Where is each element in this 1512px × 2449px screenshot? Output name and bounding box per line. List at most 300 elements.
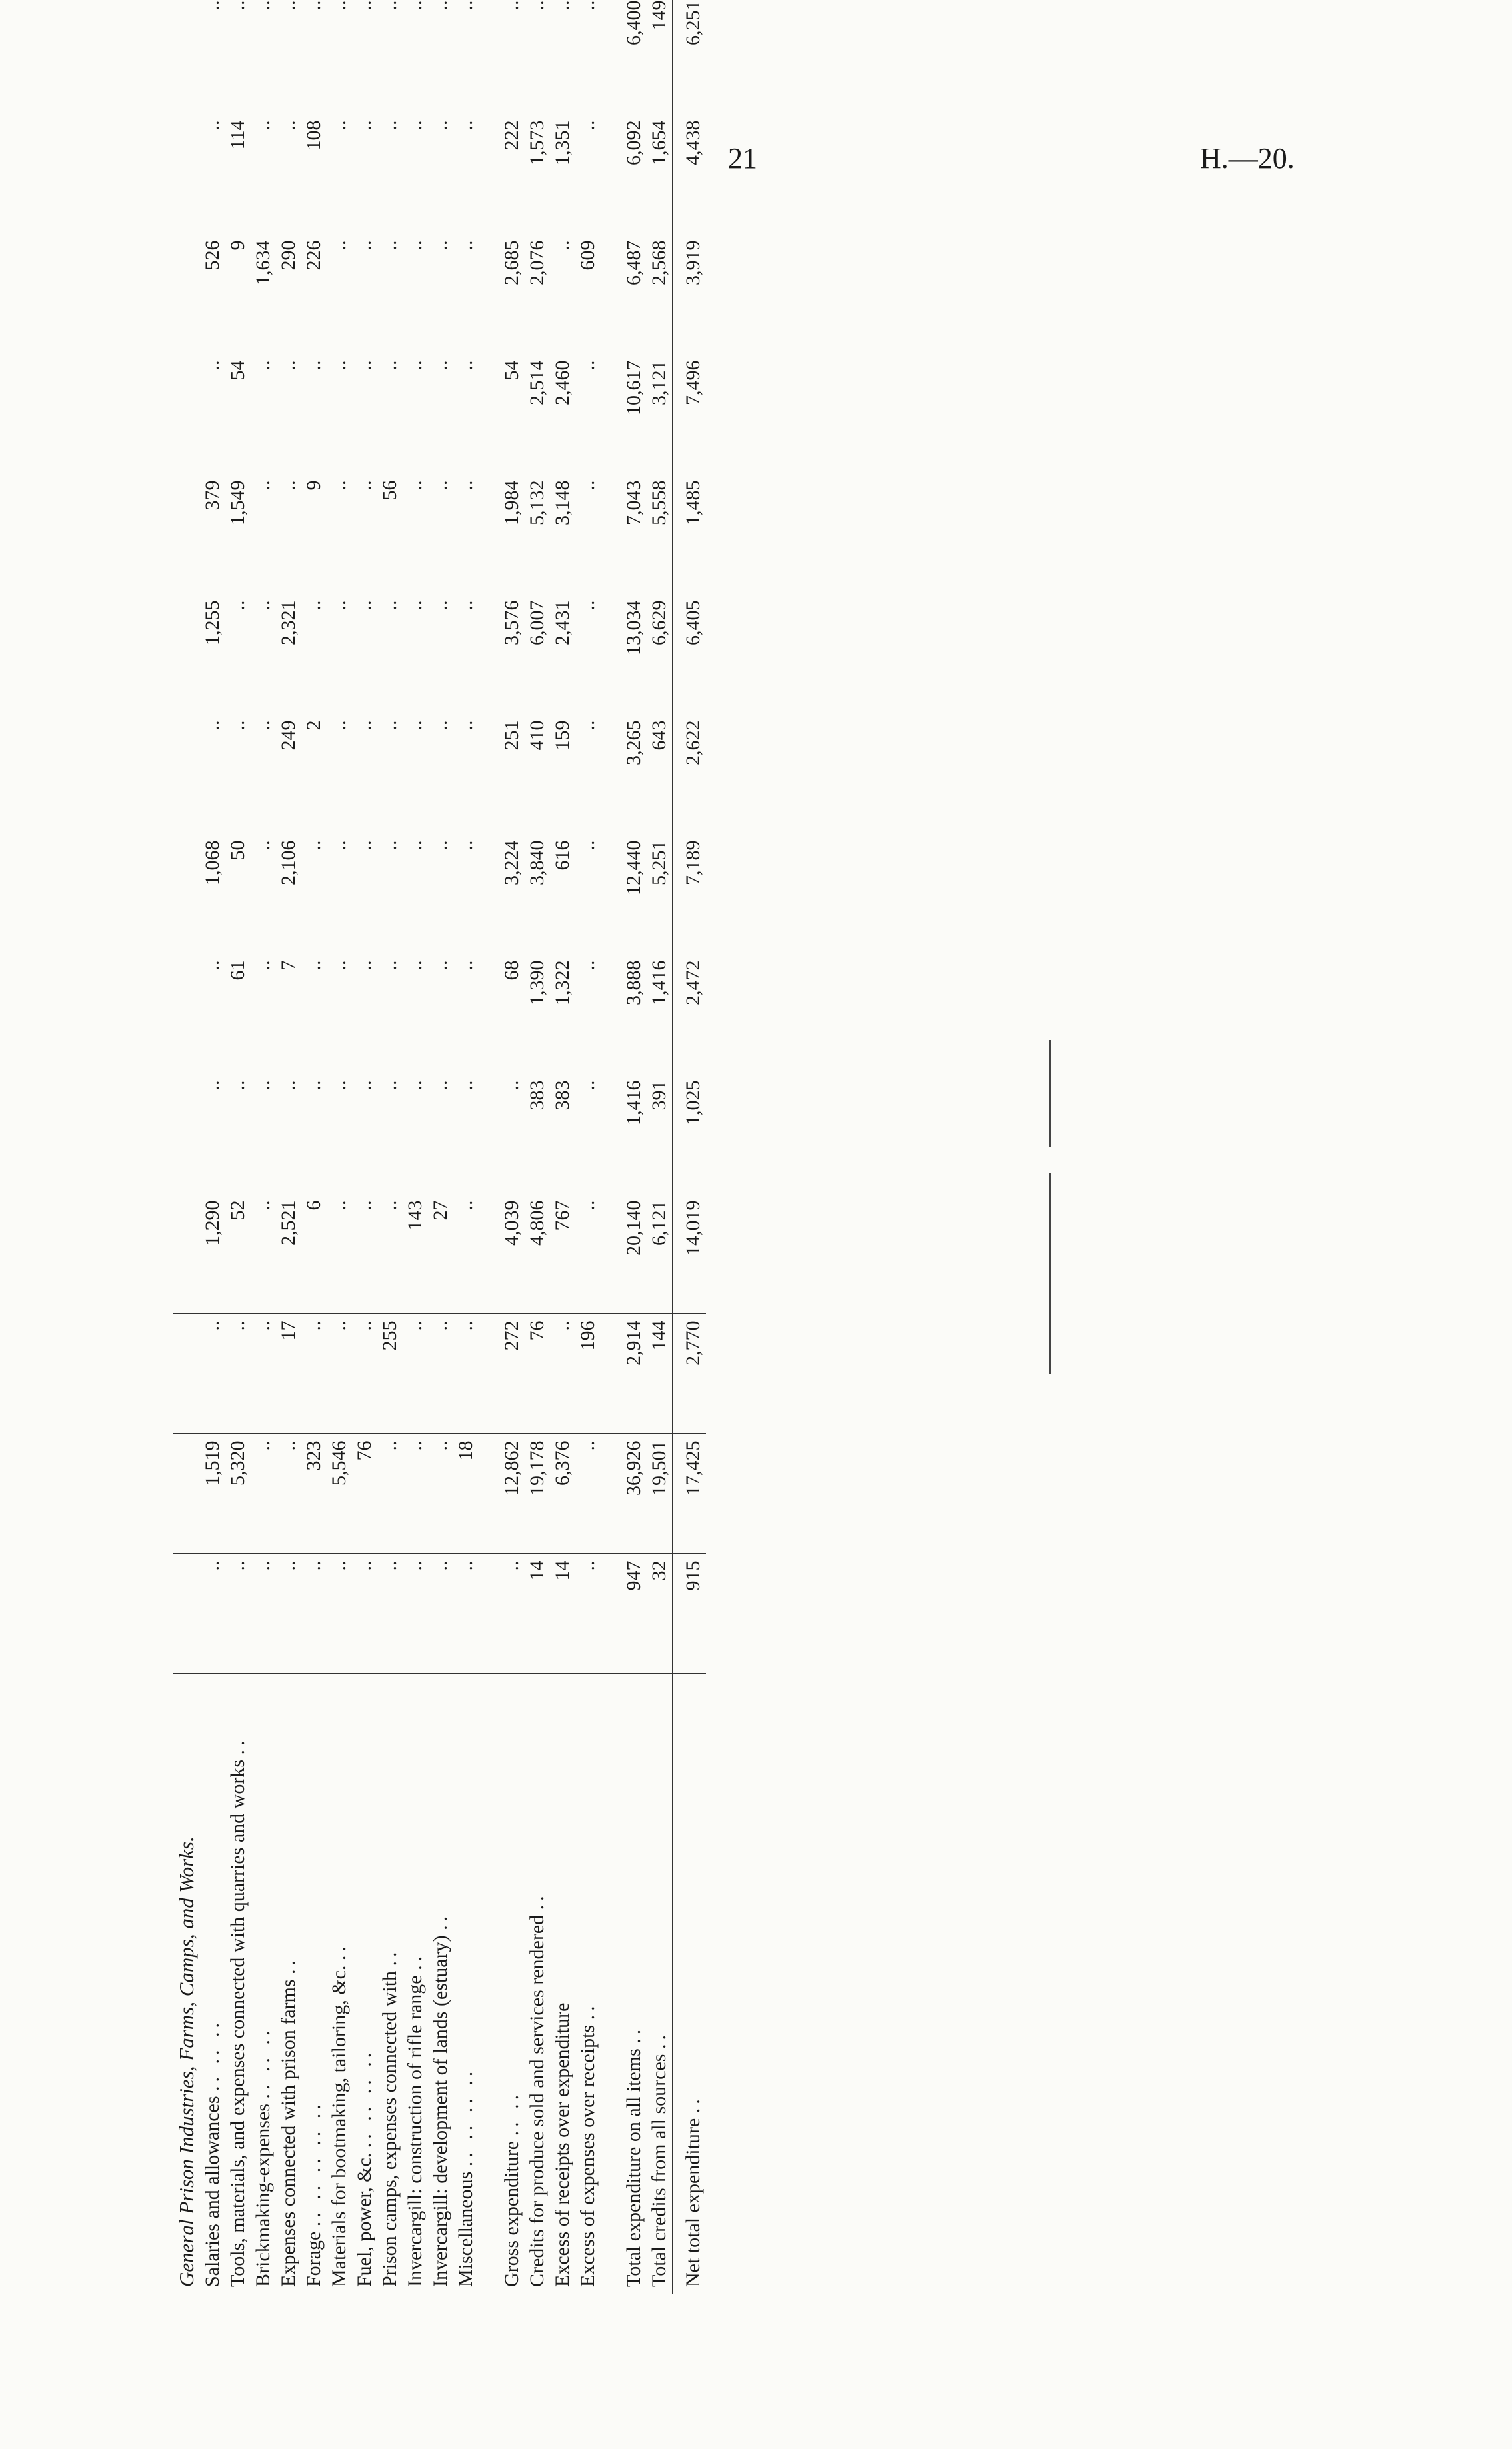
value-cell: 54: [499, 353, 525, 473]
value-cell: ..: [276, 353, 301, 473]
value-cell: ..: [428, 233, 453, 353]
value-cell: 13,034: [621, 593, 647, 713]
value-cell: 2,914: [621, 1314, 647, 1434]
value-cell: ..: [251, 1073, 276, 1193]
value-cell: ..: [499, 1554, 525, 1674]
value-cell: ..: [225, 0, 251, 113]
dot-leader: .. .. .. ..: [353, 2048, 375, 2148]
value-cell: ..: [200, 113, 225, 233]
value-cell: ..: [352, 833, 377, 953]
value-cell: ..: [327, 833, 352, 953]
value-cell: ..: [352, 713, 377, 833]
value-cell: ..: [453, 1314, 479, 1434]
value-cell: ..: [453, 833, 479, 953]
table-row: [251, 0, 276, 2294]
table-row: [377, 0, 403, 2294]
value-cell: 6,092: [621, 113, 647, 233]
value-cell: ..: [327, 953, 352, 1073]
value-cell: ..: [550, 0, 575, 113]
row-label-cell: [647, 1674, 673, 2294]
value-cell: ..: [575, 833, 601, 953]
row-label: Total credits from all sources: [648, 2054, 670, 2287]
value-cell: ..: [200, 953, 225, 1073]
value-cell: 5,546: [327, 1434, 352, 1554]
value-cell: ..: [251, 1314, 276, 1434]
value-cell: ..: [550, 1314, 575, 1434]
row-label-cell: [525, 1674, 550, 2294]
value-cell: ..: [200, 1554, 225, 1674]
value-cell: ..: [453, 1193, 479, 1314]
row-label-cell: [453, 1674, 479, 2294]
value-cell: ..: [428, 0, 453, 113]
row-label: Miscellaneous: [455, 2171, 477, 2287]
value-cell: ..: [377, 593, 403, 713]
value-cell: 1,654: [647, 113, 673, 233]
value-cell: ..: [301, 833, 327, 953]
value-cell: ..: [453, 473, 479, 593]
value-cell: 9: [301, 473, 327, 593]
value-cell: 383: [550, 1073, 575, 1193]
row-label-cell: [377, 1674, 403, 2294]
row-label-cell: [550, 1674, 575, 2294]
value-cell: 143: [403, 1193, 428, 1314]
value-cell: ..: [428, 833, 453, 953]
value-cell: ..: [276, 1554, 301, 1674]
value-cell: 50: [225, 833, 251, 953]
value-cell: 1,351: [550, 113, 575, 233]
value-cell: 1,984: [499, 473, 525, 593]
value-cell: 196: [575, 1314, 601, 1434]
value-cell: ..: [575, 113, 601, 233]
value-cell: 391: [647, 1073, 673, 1193]
value-cell: 3,576: [499, 593, 525, 713]
value-cell: 68: [499, 953, 525, 1073]
row-label: Expenses connected with prison farms: [277, 1979, 299, 2287]
value-cell: 643: [647, 713, 673, 833]
dot-leader: .. .. .. ..: [455, 2067, 477, 2167]
value-cell: 2,568: [647, 233, 673, 353]
value-cell: ..: [352, 1073, 377, 1193]
value-cell: ..: [377, 233, 403, 353]
row-label: Total expenditure on all items: [623, 2048, 645, 2287]
row-label: Tools, materials, and expenses connected with quarries and works: [227, 1759, 249, 2287]
value-cell: 272: [499, 1314, 525, 1434]
value-cell: ..: [327, 353, 352, 473]
row-label: Credits for produce sold and services rendered: [526, 1914, 548, 2287]
table-row: [453, 0, 479, 2294]
table-row: [428, 0, 453, 2294]
value-cell: ..: [403, 0, 428, 113]
value-cell: ..: [276, 113, 301, 233]
row-label-cell: [575, 1674, 601, 2294]
value-cell: ..: [276, 1434, 301, 1554]
value-cell: 2,622: [673, 713, 707, 833]
value-cell: ..: [377, 833, 403, 953]
value-cell: ..: [251, 593, 276, 713]
value-cell: 17,425: [673, 1434, 707, 1554]
value-cell: ..: [301, 1554, 327, 1674]
value-cell: ..: [327, 113, 352, 233]
row-label-cell: [251, 1674, 276, 2294]
value-cell: 6,405: [673, 593, 707, 713]
value-cell: ..: [327, 593, 352, 713]
value-cell: 2,472: [673, 953, 707, 1073]
value-cell: 36,926: [621, 1434, 647, 1554]
value-cell: 6,487: [621, 233, 647, 353]
value-cell: 19,178: [525, 1434, 550, 1554]
value-cell: 3,224: [499, 833, 525, 953]
value-cell: 609: [575, 233, 601, 353]
value-cell: ..: [377, 1193, 403, 1314]
value-cell: ..: [453, 1554, 479, 1674]
dot-leader: ..: [404, 1952, 426, 1970]
dot-leader: ..: [277, 1956, 299, 1974]
value-cell: ..: [352, 353, 377, 473]
row-label: Net total expenditure: [682, 2118, 704, 2287]
value-cell: 14: [550, 1554, 575, 1674]
row-label: Materials for bootmaking, tailoring, &c.: [328, 1965, 350, 2287]
dot-leader: ..: [227, 1736, 249, 1755]
dot-leader: .. .. ..: [201, 2018, 223, 2091]
value-cell: ..: [225, 1073, 251, 1193]
dot-leader: ..: [429, 1912, 451, 1930]
prison-industries-table: [173, 0, 706, 2294]
value-cell: 114: [225, 113, 251, 233]
value-cell: ..: [377, 713, 403, 833]
value-cell: ..: [575, 713, 601, 833]
value-cell: 6,629: [647, 593, 673, 713]
row-label-cell: [428, 1674, 453, 2294]
value-cell: 5,251: [647, 833, 673, 953]
value-cell: ..: [301, 1314, 327, 1434]
value-cell: 12,862: [499, 1434, 525, 1554]
table-row: [200, 0, 225, 2294]
value-cell: 14,019: [673, 1193, 707, 1314]
value-cell: 5,132: [525, 473, 550, 593]
value-cell: ..: [428, 1434, 453, 1554]
value-cell: ..: [428, 353, 453, 473]
value-cell: ..: [428, 473, 453, 593]
value-cell: ..: [327, 1193, 352, 1314]
row-label-cell: [225, 1674, 251, 2294]
value-cell: ..: [575, 1554, 601, 1674]
margin-rule: [1049, 1040, 1051, 1147]
value-cell: ..: [352, 113, 377, 233]
value-cell: ..: [327, 713, 352, 833]
value-cell: 7,043: [621, 473, 647, 593]
value-cell: 3,919: [673, 233, 707, 353]
value-cell: 6,400: [621, 0, 647, 113]
value-cell: 18: [453, 1434, 479, 1554]
row-label: Invercargill: development of lands (estuary): [429, 1935, 451, 2287]
value-cell: ..: [403, 1434, 428, 1554]
value-cell: ..: [200, 1314, 225, 1434]
value-cell: ..: [200, 713, 225, 833]
row-label: Excess of expenses over receipts: [577, 2024, 599, 2287]
table-row: [621, 0, 647, 2294]
value-cell: ..: [453, 0, 479, 113]
value-cell: ..: [352, 0, 377, 113]
row-label-cell: [301, 1674, 327, 2294]
value-cell: ..: [428, 113, 453, 233]
value-cell: 1,416: [621, 1073, 647, 1193]
value-cell: ..: [352, 1193, 377, 1314]
value-cell: ..: [251, 353, 276, 473]
value-cell: ..: [428, 1314, 453, 1434]
value-cell: ..: [428, 1073, 453, 1193]
value-cell: 255: [377, 1314, 403, 1434]
spacer-row: [601, 0, 621, 2294]
value-cell: ..: [499, 1073, 525, 1193]
value-cell: 17: [276, 1314, 301, 1434]
value-cell: 1,025: [673, 1073, 707, 1193]
value-cell: ..: [575, 1193, 601, 1314]
value-cell: 3,840: [525, 833, 550, 953]
table-row: [225, 0, 251, 2294]
value-cell: ..: [301, 0, 327, 113]
value-cell: ..: [251, 833, 276, 953]
value-cell: 3,121: [647, 353, 673, 473]
row-label: Gross expenditure: [501, 2140, 523, 2287]
value-cell: ..: [403, 473, 428, 593]
row-label-cell: [621, 1674, 647, 2294]
margin-rule: [1049, 1173, 1051, 1374]
value-cell: ..: [550, 233, 575, 353]
value-cell: ..: [377, 113, 403, 233]
value-cell: 2,431: [550, 593, 575, 713]
row-label: Excess of receipts over expenditure: [551, 2002, 573, 2287]
value-cell: ..: [251, 1434, 276, 1554]
value-cell: 6,121: [647, 1193, 673, 1314]
dot-leader: ..: [648, 2031, 670, 2050]
rotated-table-block: [173, 0, 760, 2294]
value-cell: ..: [225, 1554, 251, 1674]
value-cell: ..: [403, 833, 428, 953]
value-cell: 379: [200, 473, 225, 593]
value-cell: ..: [301, 1073, 327, 1193]
value-cell: 1,068: [200, 833, 225, 953]
dot-leader: .. .. ..: [252, 2026, 274, 2099]
table-row: [352, 0, 377, 2294]
table-row: [403, 0, 428, 2294]
value-cell: ..: [403, 113, 428, 233]
value-cell: ..: [403, 713, 428, 833]
table-heading-row: [173, 0, 200, 2294]
value-cell: 2,521: [276, 1193, 301, 1314]
value-cell: 1,416: [647, 953, 673, 1073]
value-cell: 27: [428, 1193, 453, 1314]
value-cell: 54: [225, 353, 251, 473]
value-cell: 1,390: [525, 953, 550, 1073]
value-cell: 2,460: [550, 353, 575, 473]
value-cell: ..: [525, 0, 550, 113]
value-cell: ..: [377, 353, 403, 473]
value-cell: 3,265: [621, 713, 647, 833]
spacer-row: [479, 0, 499, 2294]
value-cell: 2,770: [673, 1314, 707, 1434]
value-cell: 159: [550, 713, 575, 833]
table-row: [301, 0, 327, 2294]
value-cell: 6,251: [673, 0, 707, 113]
value-cell: 2,321: [276, 593, 301, 713]
value-cell: 108: [301, 113, 327, 233]
value-cell: 56: [377, 473, 403, 593]
table-row: [276, 0, 301, 2294]
dot-leader: .. .. .. .. ..: [303, 2100, 325, 2227]
value-cell: 10,617: [621, 353, 647, 473]
value-cell: 7,496: [673, 353, 707, 473]
value-cell: ..: [575, 353, 601, 473]
value-cell: 3,888: [621, 953, 647, 1073]
value-cell: 6: [301, 1193, 327, 1314]
value-cell: 5,320: [225, 1434, 251, 1554]
value-cell: 20,140: [621, 1193, 647, 1314]
dot-leader: .. ..: [501, 2090, 523, 2136]
value-cell: 2,076: [525, 233, 550, 353]
value-cell: 2: [301, 713, 327, 833]
value-cell: ..: [352, 1314, 377, 1434]
value-cell: ..: [403, 593, 428, 713]
value-cell: ..: [403, 953, 428, 1073]
value-cell: 1,519: [200, 1434, 225, 1554]
value-cell: ..: [327, 1554, 352, 1674]
value-cell: 251: [499, 713, 525, 833]
value-cell: ..: [251, 713, 276, 833]
value-cell: 767: [550, 1193, 575, 1314]
value-cell: 19,501: [647, 1434, 673, 1554]
value-cell: ..: [453, 953, 479, 1073]
value-cell: ..: [225, 593, 251, 713]
table-heading: General Prison Industries, Farms, Camps, and Works.: [175, 1836, 198, 2287]
value-cell: 526: [200, 233, 225, 353]
value-cell: 12,440: [621, 833, 647, 953]
value-cell: ..: [352, 953, 377, 1073]
dot-leader: ..: [577, 2002, 599, 2020]
value-cell: 1,573: [525, 113, 550, 233]
value-cell: ..: [276, 0, 301, 113]
value-cell: ..: [575, 473, 601, 593]
value-cell: ..: [428, 713, 453, 833]
row-label: Brickmaking-expenses: [252, 2104, 274, 2287]
value-cell: ..: [225, 1314, 251, 1434]
value-cell: ..: [453, 1073, 479, 1193]
value-cell: ..: [327, 1073, 352, 1193]
row-label: Prison camps, expenses connected with: [379, 1970, 401, 2287]
value-cell: ..: [352, 593, 377, 713]
row-label-cell: [352, 1674, 377, 2294]
row-label-cell: [673, 1674, 707, 2294]
value-cell: 249: [276, 713, 301, 833]
dot-leader: ..: [379, 1948, 401, 1966]
row-label: Forage: [303, 2231, 325, 2287]
value-cell: 1,634: [251, 233, 276, 353]
value-cell: ..: [453, 113, 479, 233]
row-label-cell: [499, 1674, 525, 2294]
value-cell: 1,255: [200, 593, 225, 713]
series-reference: H.—20.: [1200, 142, 1295, 175]
table-row: [673, 0, 707, 2294]
value-cell: ..: [453, 713, 479, 833]
value-cell: 76: [352, 1434, 377, 1554]
value-cell: 144: [647, 1314, 673, 1434]
value-cell: 76: [525, 1314, 550, 1434]
table-row: [647, 0, 673, 2294]
table-row: [327, 0, 352, 2294]
value-cell: 1,485: [673, 473, 707, 593]
value-cell: 149: [647, 0, 673, 113]
value-cell: ..: [251, 1554, 276, 1674]
table-row: [525, 0, 550, 2294]
value-cell: ..: [453, 353, 479, 473]
value-cell: ..: [575, 593, 601, 713]
table-row: [499, 0, 525, 2294]
value-cell: 7,189: [673, 833, 707, 953]
value-cell: ..: [575, 1434, 601, 1554]
table-body: [173, 0, 706, 2294]
row-label: Fuel, power, &c.: [353, 2152, 375, 2287]
value-cell: 3,148: [550, 473, 575, 593]
value-cell: 290: [276, 233, 301, 353]
value-cell: ..: [377, 953, 403, 1073]
value-cell: 1,549: [225, 473, 251, 593]
value-cell: 4,438: [673, 113, 707, 233]
value-cell: 2,514: [525, 353, 550, 473]
value-cell: 4,806: [525, 1193, 550, 1314]
value-cell: ..: [352, 473, 377, 593]
value-cell: ..: [301, 593, 327, 713]
value-cell: 14: [525, 1554, 550, 1674]
value-cell: ..: [276, 1073, 301, 1193]
value-cell: 915: [673, 1554, 707, 1674]
value-cell: ..: [200, 353, 225, 473]
value-cell: 5,558: [647, 473, 673, 593]
value-cell: 52: [225, 1193, 251, 1314]
page-number: 21: [728, 142, 757, 175]
value-cell: ..: [453, 593, 479, 713]
table-row: [575, 0, 601, 2294]
value-cell: ..: [352, 233, 377, 353]
value-cell: ..: [251, 1193, 276, 1314]
value-cell: ..: [251, 473, 276, 593]
value-cell: 32: [647, 1554, 673, 1674]
row-label: Salaries and allowances: [201, 2096, 223, 2287]
value-cell: ..: [251, 0, 276, 113]
value-cell: ..: [225, 713, 251, 833]
row-label-cell: [276, 1674, 301, 2294]
value-cell: 6,376: [550, 1434, 575, 1554]
value-cell: ..: [403, 353, 428, 473]
value-cell: 6,007: [525, 593, 550, 713]
value-cell: ..: [403, 1314, 428, 1434]
value-cell: ..: [575, 953, 601, 1073]
value-cell: 410: [525, 713, 550, 833]
value-cell: ..: [352, 1554, 377, 1674]
value-cell: ..: [327, 233, 352, 353]
value-cell: 2,106: [276, 833, 301, 953]
row-label: Invercargill: construction of rifle range: [404, 1975, 426, 2287]
dot-leader: ..: [682, 2095, 704, 2114]
value-cell: ..: [200, 1073, 225, 1193]
value-cell: 616: [550, 833, 575, 953]
value-cell: ..: [403, 1073, 428, 1193]
value-cell: ..: [301, 953, 327, 1073]
value-cell: ..: [403, 233, 428, 353]
value-cell: 7: [276, 953, 301, 1073]
value-cell: ..: [301, 353, 327, 473]
value-cell: 61: [225, 953, 251, 1073]
value-cell: 2,685: [499, 233, 525, 353]
row-label-cell: [327, 1674, 352, 2294]
